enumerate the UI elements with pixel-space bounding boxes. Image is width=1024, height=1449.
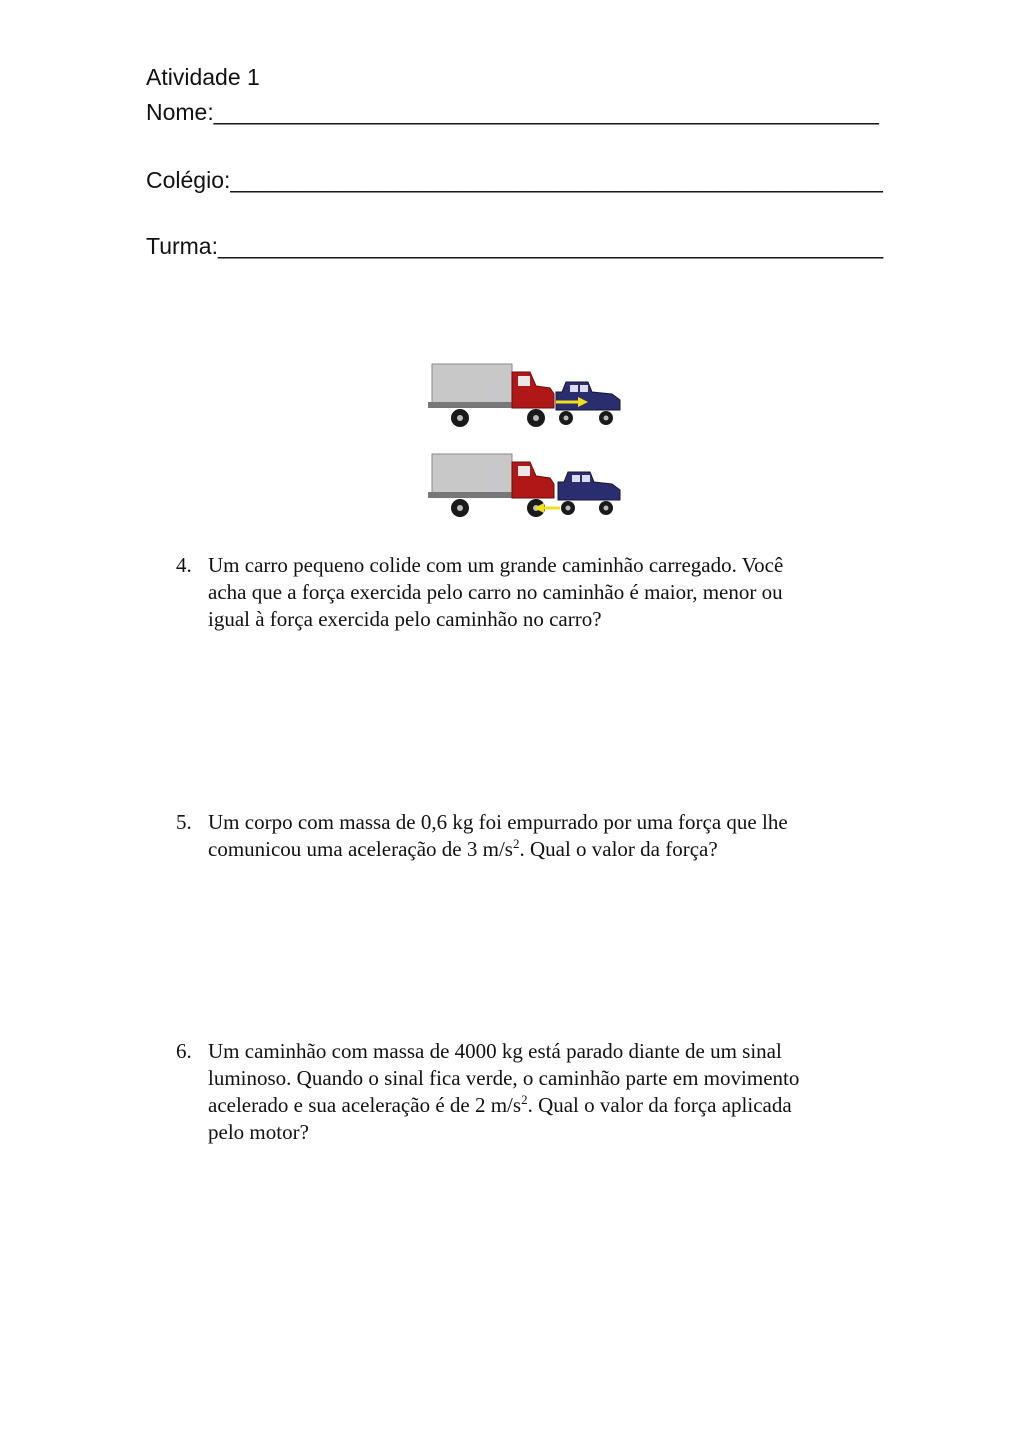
school-field[interactable] xyxy=(146,169,883,192)
question-line: Um caminhão com massa de 4000 kg está parado diante de um sinal xyxy=(208,1039,782,1063)
question-number: 5. xyxy=(176,810,192,834)
question-line xyxy=(208,836,876,863)
question-text xyxy=(208,1038,876,1146)
question-line xyxy=(208,1092,876,1119)
school-blank-line[interactable]: ___________________________________________________ xyxy=(230,167,883,193)
collision-illustration-bottom xyxy=(426,452,626,520)
question-number: 6. xyxy=(176,1039,192,1063)
question-line: luminoso. Quando o sinal fica verde, o caminhão parte em movimento xyxy=(208,1066,800,1090)
question-line: pelo motor? xyxy=(208,1120,309,1144)
car-icon xyxy=(558,472,620,515)
question-5 xyxy=(176,809,876,863)
exponent: 2 xyxy=(521,1092,528,1107)
question-line: igual à força exercida pelo caminhão no carro? xyxy=(208,607,602,631)
question-text xyxy=(208,552,876,633)
question-4 xyxy=(176,552,876,633)
exponent: 2 xyxy=(512,836,520,851)
class-blank-line[interactable]: ____________________________________________________ xyxy=(218,233,884,259)
question-line: Um carro pequeno colide com um grande caminhão carregado. Você xyxy=(208,553,784,577)
class-label: Turma: xyxy=(146,233,218,259)
question-number: 4. xyxy=(176,553,192,577)
question-6 xyxy=(176,1038,876,1146)
question-line: Um corpo com massa de 0,6 kg foi empurrado por uma força que lhe xyxy=(208,810,788,834)
collision-illustration-top xyxy=(426,362,626,430)
school-label: Colégio: xyxy=(146,167,231,193)
name-field[interactable] xyxy=(146,101,879,124)
collision-scene-bottom xyxy=(426,452,626,520)
question-text xyxy=(208,809,876,863)
truck-icon xyxy=(428,364,554,427)
worksheet-title: Atividade 1 xyxy=(146,64,260,90)
question-line: acha que a força exercida pelo carro no caminhão é maior, menor ou xyxy=(208,580,783,604)
collision-scene-top xyxy=(426,362,626,430)
class-field[interactable] xyxy=(146,235,883,258)
name-blank-line[interactable]: ____________________________________________________ xyxy=(213,99,879,125)
question-line-part: . Qual o valor da força aplicada xyxy=(527,1093,792,1117)
question-line-part: comunicou uma aceleração de 3 m/s xyxy=(208,837,513,861)
question-line-part: acelerado e sua aceleração é de 2 m/s xyxy=(208,1093,522,1117)
name-label: Nome: xyxy=(146,99,214,125)
question-line-part: . Qual o valor da força? xyxy=(519,837,718,861)
